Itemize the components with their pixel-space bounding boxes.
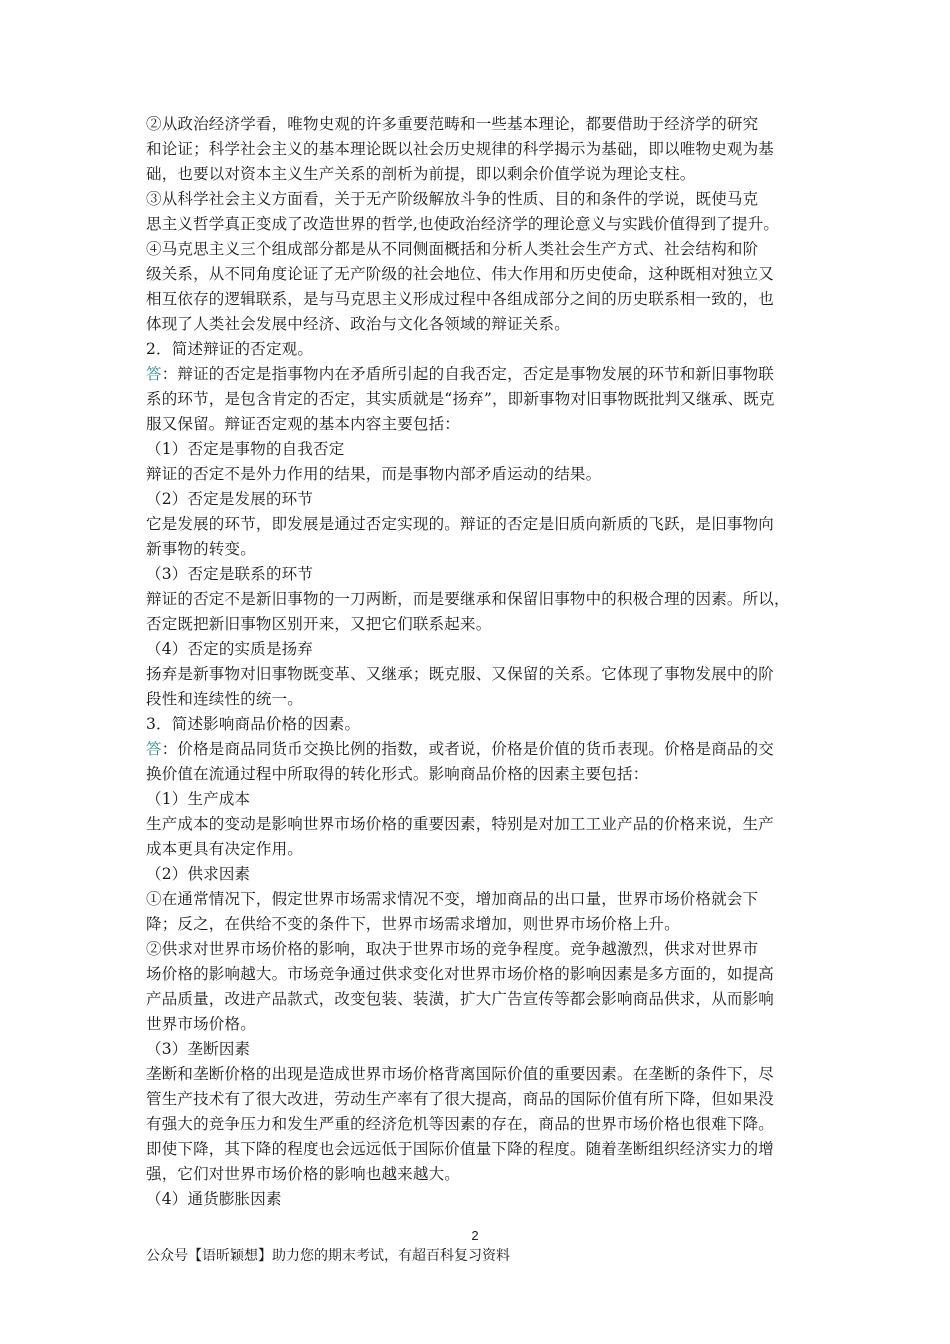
line-text: 相互依存的逻辑联系，是与马克思主义形成过程中各组成部分之间的历史联系相一致的，也 xyxy=(146,290,775,308)
text-line xyxy=(146,937,816,962)
answer-label: 答 xyxy=(146,365,162,383)
text-line xyxy=(146,387,816,412)
line-text: ：辩证的否定是指事物内在矛盾所引起的自我否定，否定是事物发展的环节和新旧事物联 xyxy=(161,365,775,383)
text-line xyxy=(146,562,816,587)
text-line xyxy=(146,962,816,987)
line-text: 级关系，从不同角度论证了无产阶级的社会地位、伟大作用和历史使命，这种既相对独立又 xyxy=(146,265,775,283)
text-line xyxy=(146,162,816,187)
line-text: ④马克思主义三个组成部分都是从不同侧面概括和分析人类社会生产方式、社会结构和阶 xyxy=(146,240,759,258)
line-text: ③从科学社会主义方面看，关于无产阶级解放斗争的性质、目的和条件的学说，既使马克 xyxy=(146,190,759,208)
line-text: ①在通常情况下，假定世界市场需求情况不变，增加商品的出口量，世界市场价格就会下 xyxy=(146,890,759,908)
document-body xyxy=(146,112,816,1212)
line-text: 扬弃是新事物对旧事物既变革、又继承；既克服、又保留的关系。它体现了事物发展中的阶 xyxy=(146,665,775,683)
text-line xyxy=(146,762,816,787)
line-text: （3）否定是联系的环节 xyxy=(146,565,314,583)
text-line xyxy=(146,912,816,937)
line-text: 础，也要以对资本主义生产关系的剖析为前提，即以剩余价值学说为理论支柱。 xyxy=(146,165,696,183)
line-text: （3）垄断因素 xyxy=(146,1040,251,1058)
text-line xyxy=(146,787,816,812)
line-text: （2）供求因素 xyxy=(146,865,251,883)
text-line xyxy=(146,412,816,437)
text-line xyxy=(146,112,816,137)
text-line xyxy=(146,612,816,637)
text-line xyxy=(146,737,816,762)
line-text: 降；反之，在供给不变的条件下，世界市场需求增加，则世界市场价格上升。 xyxy=(146,915,680,933)
text-line xyxy=(146,712,816,737)
text-line xyxy=(146,262,816,287)
text-line xyxy=(146,1087,816,1112)
text-line xyxy=(146,337,816,362)
line-text: 它是发展的环节，即发展是通过否定实现的。辩证的否定是旧质向新质的飞跃，是旧事物向 xyxy=(146,515,775,533)
text-line xyxy=(146,1187,816,1212)
line-text: 新事物的转变。 xyxy=(146,540,256,558)
text-line xyxy=(146,587,816,612)
text-line xyxy=(146,487,816,512)
footer-note: 公众号【语昕颖想】助力您的期末考试，有超百科复习资料 xyxy=(146,1248,510,1264)
text-line xyxy=(146,1112,816,1137)
text-line xyxy=(146,1012,816,1037)
line-text: 生产成本的变动是影响世界市场价格的重要因素，特别是对加工工业产品的价格来说，生产 xyxy=(146,815,775,833)
line-text: 服又保留。辩证否定观的基本内容主要包括： xyxy=(146,415,461,433)
line-text: 成本更具有决定作用。 xyxy=(146,840,304,858)
text-line xyxy=(146,312,816,337)
line-text: 产品质量，改进产品款式，改变包装、装潢，扩大广告宣传等都会影响商品供求，从而影响 xyxy=(146,990,775,1008)
line-text: 管生产技术有了很大改进，劳动生产率有了很大提高，商品的国际价值有所下降，但如果没 xyxy=(146,1090,775,1108)
line-text: 体现了人类社会发展中经济、政治与文化各领域的辩证关系。 xyxy=(146,315,570,333)
text-line xyxy=(146,987,816,1012)
line-text: 世界市场价格。 xyxy=(146,1015,256,1033)
text-line xyxy=(146,237,816,262)
line-text: （1）否定是事物的自我否定 xyxy=(146,440,345,458)
text-line xyxy=(146,837,816,862)
text-line xyxy=(146,1037,816,1062)
line-text: 辩证的否定不是新旧事物的一刀两断，而是要继承和保留旧事物中的积极合理的因素。所以， xyxy=(146,590,790,608)
text-line xyxy=(146,1162,816,1187)
text-line xyxy=(146,462,816,487)
text-line xyxy=(146,687,816,712)
text-line xyxy=(146,362,816,387)
text-line xyxy=(146,662,816,687)
text-line xyxy=(146,812,816,837)
line-text: （2）否定是发展的环节 xyxy=(146,490,314,508)
line-text: ②从政治经济学看，唯物史观的许多重要范畴和一些基本理论，都要借助于经济学的研究 xyxy=(146,115,759,133)
text-line xyxy=(146,287,816,312)
line-text: 换价值在流通过程中所取得的转化形式。影响商品价格的因素主要包括： xyxy=(146,765,649,783)
line-text: 段性和连续性的统一。 xyxy=(146,690,304,708)
line-text: ②供求对世界市场价格的影响，取决于世界市场的竞争程度。竞争越激烈，供求对世界市 xyxy=(146,940,759,958)
line-text: 垄断和垄断价格的出现是造成世界市场价格背离国际价值的重要因素。在垄断的条件下，尽 xyxy=(146,1065,775,1083)
line-text: 场价格的影响越大。市场竞争通过供求变化对世界市场价格的影响因素是多方面的，如提高 xyxy=(146,965,775,983)
text-line xyxy=(146,512,816,537)
line-text: 和论证；科学社会主义的基本理论既以社会历史规律的科学揭示为基础，即以唯物史观为基 xyxy=(146,140,775,158)
text-line xyxy=(146,637,816,662)
line-text: 系的环节，是包含肯定的否定，其实质就是“扬弃”，即新事物对旧事物既批判又继承、既克 xyxy=(146,390,775,408)
answer-label: 答 xyxy=(146,740,162,758)
line-text: ：价格是商品同货币交换比例的指数，或者说，价格是价值的货币表现。价格是商品的交 xyxy=(161,740,775,758)
line-text: （1）生产成本 xyxy=(146,790,251,808)
line-text: 有强大的竞争压力和发生严重的经济危机等因素的存在，商品的世界市场价格也很难下降。 xyxy=(146,1115,775,1133)
line-text: 3．简述影响商品价格的因素。 xyxy=(146,715,361,733)
line-text: 辩证的否定不是外力作用的结果，而是事物内部矛盾运动的结果。 xyxy=(146,465,602,483)
line-text: （4）通货膨胀因素 xyxy=(146,1190,282,1208)
text-line xyxy=(146,212,816,237)
line-text: 2．简述辩证的否定观。 xyxy=(146,340,314,358)
line-text: 思主义哲学真正变成了改造世界的哲学,也使政治经济学的理论意义与实践价值得到了提升。 xyxy=(146,215,780,233)
text-line xyxy=(146,887,816,912)
text-line xyxy=(146,862,816,887)
line-text: 否定既把新旧事物区别开来，又把它们联系起来。 xyxy=(146,615,492,633)
line-text: 强，它们对世界市场价格的影响也越来越大。 xyxy=(146,1165,461,1183)
text-line xyxy=(146,1137,816,1162)
text-line xyxy=(146,137,816,162)
line-text: （4）否定的实质是扬弃 xyxy=(146,640,314,658)
line-text: 即使下降，其下降的程度也会远远低于国际价值量下降的程度。随着垄断组织经济实力的增 xyxy=(146,1140,775,1158)
page-number: 2 xyxy=(471,1228,479,1243)
text-line xyxy=(146,1062,816,1087)
text-line xyxy=(146,187,816,212)
text-line xyxy=(146,537,816,562)
text-line xyxy=(146,437,816,462)
